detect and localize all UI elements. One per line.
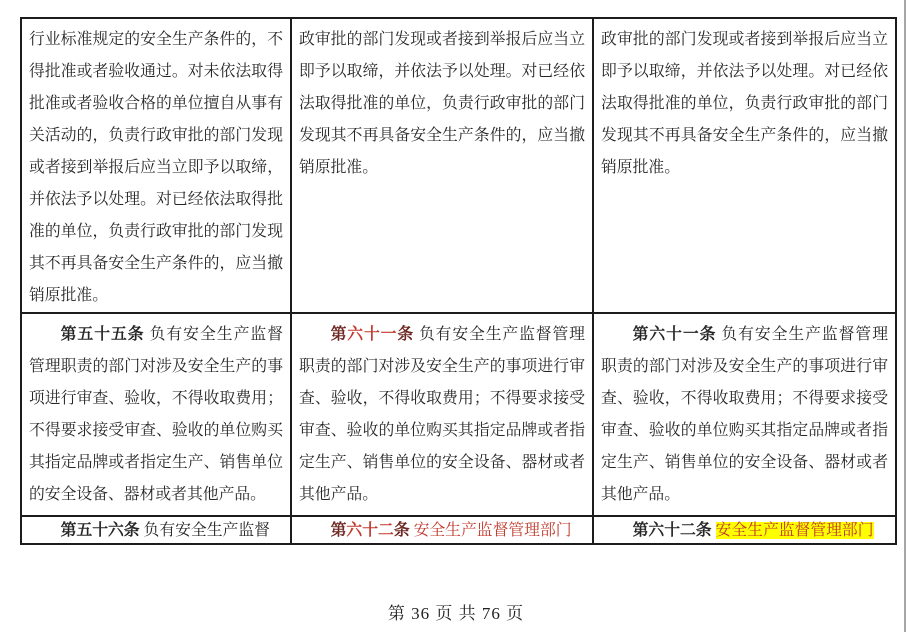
comparison-table-body [21, 18, 896, 544]
text-run: 行业标准规定的安全生产条件的，不得批准或者验收通过。对未依法取得批准或者验收合格的单位擅自从事有关活动的，负责行政审批的部门发现或者接到举报后应当立即予以取缔，并依法予以处理。对已经依法取得批准的单位，负责行政审批的部门发现其不再具备安全生产条件的，应当撤销原批准。 [29, 31, 283, 304]
text-run: 负有安全生产监督管理职责的部门对涉及安全生产的事项进行审查、验收，不得收取费用；不得要求接受审查、验收的单位购买其指定品牌或者指定生产、销售单位的安全设备、器材或者其他产品。 [601, 326, 888, 503]
text-run: 负有安全生产监督管理职责的部门对涉及安全生产的事项进行审查、验收，不得收取费用；不得要求接受审查、验收的单位购买其指定品牌或者指定生产、销售单位的安全设备、器材或者其他产品。 [299, 326, 585, 503]
heading-darkred-text-run: 第 [330, 326, 348, 343]
heading-text-run: 第五十五条 [60, 326, 145, 343]
page-number-indicator: 第 36 页 共 76 页 [387, 604, 525, 623]
table-cell [21, 18, 291, 313]
text-run: 政审批的部门发现或者接到举报后应当立即予以取缔，并依法予以处理。对已经依法取得批准的单位，负责行政审批的部门发现其不再具备安全生产条件的，应当撤销原批准。 [299, 31, 585, 176]
heading-darkred-text-run: 条 [397, 326, 415, 343]
text-run [712, 522, 716, 539]
heading-red-text-run: 六十一 [347, 326, 398, 343]
heading-darkred-text-run: 第 [330, 522, 347, 539]
table-row [21, 18, 896, 313]
page-edge-divider [904, 0, 906, 632]
heading-text-run: 第六十一条 [632, 326, 717, 343]
text-run: 政审批的部门发现或者接到举报后应当立即予以取缔，并依法予以处理。对已经依法取得批准的单位，负责行政审批的部门发现其不再具备安全生产条件的，应当撤销原批准。 [601, 31, 888, 176]
text-run: 负有安全生产监督管理职责的部门对涉及安全生产的事项进行审查、验收，不得收取费用；不得要求接受审查、验收的单位购买其指定品牌或者指定生产、销售单位的安全设备、器材或者其他产品。 [29, 326, 283, 503]
heading-darkred-text-run: 条 [393, 522, 410, 539]
table-cell [291, 313, 593, 516]
red-text-run: 安全生产监督管理部门 [413, 522, 572, 539]
table-cell [291, 516, 593, 544]
table-cell [21, 313, 291, 516]
table-cell [291, 18, 593, 313]
red-highlighted-text-run: 安全生产监督管理部门 [715, 522, 874, 539]
text-run: 负有安全生产监督 [139, 522, 270, 539]
table-row [21, 516, 896, 544]
law-comparison-table [20, 17, 897, 545]
table-cell [593, 516, 896, 544]
heading-text-run: 第六十二条 [632, 522, 712, 539]
table-cell [21, 516, 291, 544]
heading-text-run: 第五十六条 [60, 522, 140, 539]
table-cell [593, 313, 896, 516]
heading-red-text-run: 六十二 [346, 522, 394, 539]
table-cell [593, 18, 896, 313]
table-row [21, 313, 896, 516]
